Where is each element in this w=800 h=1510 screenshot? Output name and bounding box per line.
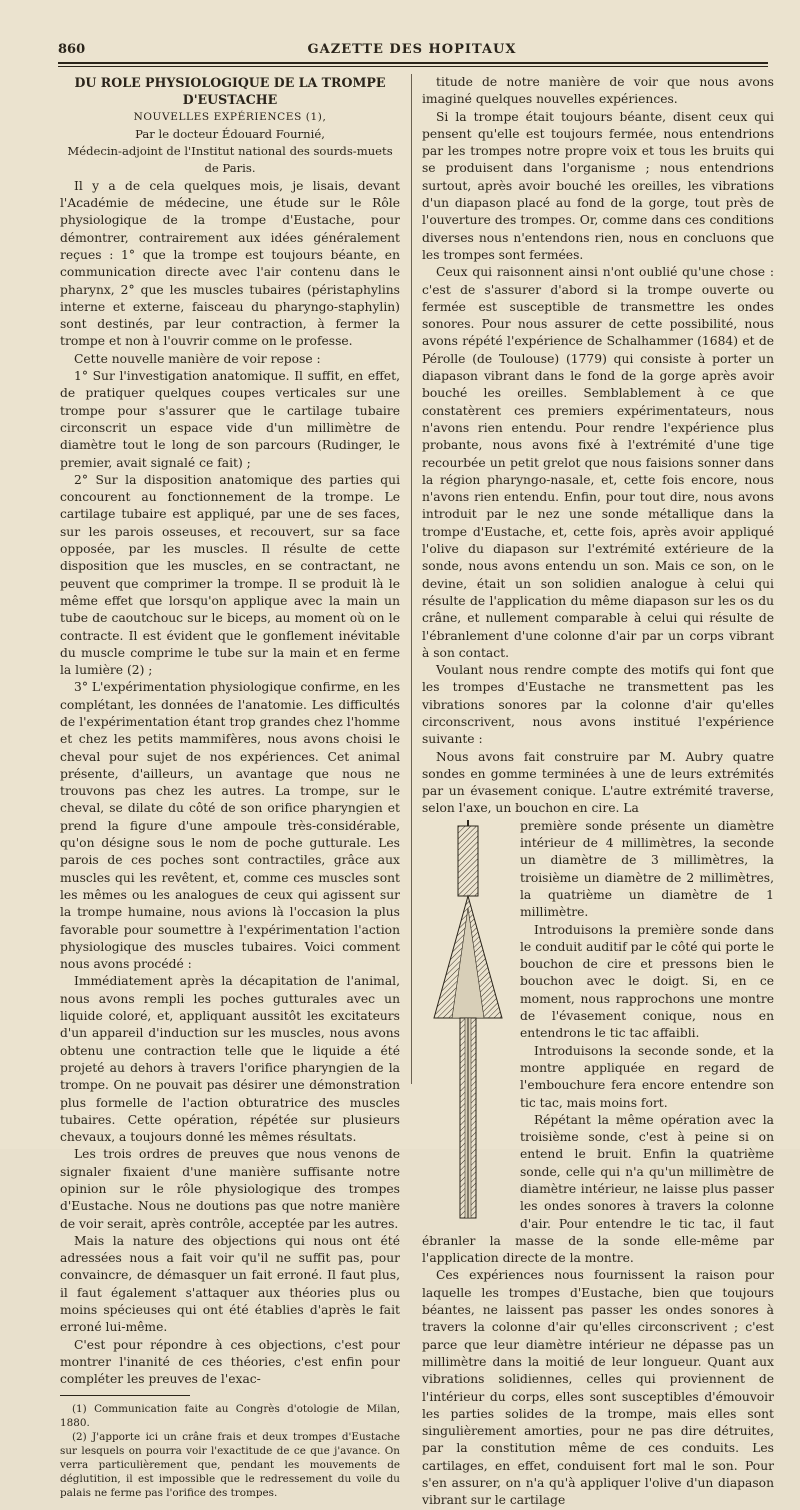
journal-title: GAZETTE DES HOPITAUX [307,42,517,57]
paragraph: Immédiatement après la décapitation de l'animal, nous avons rempli les poches gutturales avec un liquide coloré, et, appliquant aussitôt les excitateurs d'un appareil d'induction sur les muscles, nous avons obtenu une contraction telle que le liquide a été projeté au dehors à travers l'orifice pharyngien de la trompe. On ne pouvait pas désirer une démonstration plus formelle de l'action obturatrice des muscles tubaires. Cette opération, répétée sur plusieurs chevaux, a toujours donné les mêmes résultats. [60,974,400,1145]
page-header [58,40,766,64]
paragraph: Mais la nature des objections qui nous ont été adressées nous a fait voir qu'il ne suffit pas, pour convaincre, de démasquer un fait erroné. Il faut plus, il faut également s'attaquer aux théories plus ou moins spécieuses qui ont été établies d'après le fait erroné lui-même. [60,1233,400,1335]
paragraph: C'est pour répondre à ces objections, c'est pour montrer l'inanité de ces théories, c'est enfin pour compléter les preuves de l'exac- [60,1337,400,1387]
left-column [60,74,400,1500]
paragraph: Répétant la même opération avec la troisième sonde, c'est à peine si on entend le bruit. Enfin la quatrième sonde, celle qui n'a qu'un millimètre de diamètre intérieur, ne laisse plus passer les ondes sonores à travers la colonne d'air. Pour entendre le tic tac, il faut ébranler la masse de la sonde elle-même par l'application directe de la montre. [422,1112,774,1266]
paragraph: Nous avons fait construire par M. Aubry quatre sondes en gomme terminées à une de leurs extrémités par un évasement conique. L'autre extrémité traverse, selon l'axe, un bouchon en cire. La [422,749,774,816]
article-subtitle: NOUVELLES EXPÉRIENCES (1), [133,110,327,123]
paragraph: titude de notre manière de voir que nous avons imaginé quelques nouvelles expériences. [422,75,774,107]
paragraph: Voulant nous rendre compte des motifs qui font que les trompes d'Eustache ne transmettent pas les vibrations sonores par la colonne d'air qu'elles circonscrivent, nous avons institué l'expérience suivante : [422,663,774,747]
paragraph: 2° Sur la disposition anatomique des parties qui concourent au fonctionnement de la trompe. Le cartilage tubaire est appliqué, par une de ses faces, sur les parois osseuses, et recouvert, sur sa face opposée, par les muscles. Il résulte de cette disposition que les muscles, en se contractant, ne peuvent que comprimer la trompe. Il se produit là le même effet que lorsqu'on applique avec la main un tube de caoutchouc sur le biceps, au moment où on le contracte. Il est évident que le gonflement inévitable du muscle comprime le tube sur la main et en ferme la lumière (2) ; [60,472,400,678]
sonde-illustration [422,818,514,1228]
paragraph: 1° Sur l'investigation anatomique. Il suffit, en effet, de pratiquer quelques coupes verticales sur une trompe pour s'assurer que le cartilage tubaire circonscrit un espace vide d'un millimètre de diamètre tout le long de son parcours (Rudinger, le premier, avait signalé ce fait) ; [60,369,400,470]
paragraph: 3° L'expérimentation physiologique confirme, en les complétant, les données de l'anatomie. Les difficultés de l'expérimentation étant trop grandes chez l'homme et chez les petits mammifères, nous avons choisi le cheval pour sujet de nos expériences. Cet animal présente, d'ailleurs, un avantage que nous ne trouvons pas chez les autres. La trompe, sur le cheval, se dilate du côté de son orifice pharyngien et prend la figure d'une ampoule très-considérable, qu'on désigne sous le nom de poche gutturale. Les parois de ces poches sont contractiles, grâce aux muscles qui les revêtent, et, comme ces muscles sont les mêmes ou les analogues de ceux qui agissent sur la trompe humaine, nous avions là l'occasion la plus favorable pour soumettre à l'expérimentation l'action physiologique des muscles tubaires. Voici comment nous avons procédé : [60,680,401,972]
paragraph: Il y a de cela quelques mois, je lisais, devant l'Académie de médecine, une étude sur le Rôle physiologique de la trompe d'Eustache, pour démontrer, contrairement aux idées généralement reçues : 1° que la trompe est toujours béante, en communication directe avec l'air contenu dans le pharynx, 2° que les muscles tubaires (péristaphylins interne et externe, faisceau du pharyngo-staphylin) sont destinés, par leur contraction, à fermer la trompe et non à l'ouvrir comme on le professe. [60,178,400,349]
article-author: Par le docteur Édouard Fournié, [135,126,325,141]
footnotes [60,1402,400,1500]
footnote-rule [60,1395,190,1396]
footnote: (2) J'apporte ici un crâne frais et deux trompes d'Eustache sur lesquels on pourra voir l'exactitude de ce que j'avance. On verra particulièrement que, pendant les mouvements de déglutition, il est impossible que le redressement du voile du palais ne ferme pas l'orifice des trompes. [60,1430,400,1499]
paragraph: Si la trompe était toujours béante, disent ceux qui pensent qu'elle est toujours fermée, nous entendrions par les trompes notre propre voix et tous les bruits qui se produisent dans l'organisme ; nous entendrions surtout, après avoir bouché les oreilles, les vibrations d'un diapason placé au fond de la gorge, tout près de l'ouverture des trompes. Or, comme dans ces conditions diverses nous n'entendons rien, nous en concluons que les trompes sont fermées. [422,109,774,262]
footnote: (1) Communication faite au Congrès d'otologie de Milan, 1880. [60,1402,400,1429]
header-rule-thin [58,66,768,67]
author-affiliation: Médecin-adjoint de l'Institut national des sourds-muets de Paris. [67,144,393,176]
header-rule-thick [58,62,768,64]
paragraph: première sonde présente un diamètre intérieur de 4 millimètres, la seconde un diamètre de 3 millimètres, la troisième un diamètre de 2 millimètres, la quatrième un diamètre de 1 millimètre. [520,818,774,920]
article-title: DU ROLE PHYSIOLOGIQUE DE LA TROMPE D'EUSTACHE [74,75,386,108]
right-column [422,74,774,1510]
paragraph: Introduisons la première sonde dans le conduit auditif par le côté qui porte le bouchon de cire et pressons bien le bouchon avec le doigt. Si, en ce moment, nous rapprochons une montre de l'évasement conique, nous en entendrons le tic tac affaibli. [520,922,774,1041]
page-number: 860 [58,42,86,57]
paragraph: Ces expériences nous fournissent la raison pour laquelle les trompes d'Eustache, bien que toujours béantes, ne laissent pas passer les ondes sonores à travers la colonne d'air qu'elles circonscrivent ; c'est parce que leur diamètre intérieur ne dépasse pas un millimètre dans la moitié de leur longueur. Quant aux vibrations solidiennes, celles qui proviennent de l'intérieur du corps, elles sont susceptibles d'émouvoir les parties solides de la trompe, mais elles sont singulièrement amorties, pour ne pas dire détruites, par la constitution même de ces conduits. Les cartilages, en effet, conduisent fort mal le son. Pour s'en assurer, on n'a qu'à appliquer l'olive d'un diapason vibrant sur le cartilage [422,1268,774,1508]
column-divider [411,74,412,1084]
paragraph: Cette nouvelle manière de voir repose : [74,351,321,366]
paragraph: Ceux qui raisonnent ainsi n'ont oublié qu'une chose : c'est de s'assurer d'abord si la trompe ouverte ou fermée est susceptible de transmettre les ondes sonores. Pour nous assurer de cette possibilité, nous avons répété l'expérience de Schalhammer (1684) et de Pérolle (de Toulouse) (1779) qui consiste à porter un diapason vibrant dans le fond de la gorge après avoir bouché les oreilles. Semblablement à ce que constatèrent ces premiers expérimentateurs, nous n'avons rien entendu. Pour rendre l'expérience plus probante, nous avons fixé à l'extrémité d'une tige recourbée un petit grelot que nous faisions sonner dans la région pharyngo-nasale, et, cette fois encore, nous n'avons rien entendu. Enfin, pour tout dire, nous avons introduit par le nez une sonde métallique dans la trompe d'Eustache, et, cette fois, après avoir appliqué l'olive du diapason sur l'extrémité extérieure de la sonde, nous avons entendu un son. Mais ce son, on le devine, était un son solidien analogue à celui qui résulte de l'application du même diapason sur les os du crâne, et nullement comparable à celui qui résulte de l'ébranlement d'une colonne d'air par un corps vibrant à son contact. [422,265,774,660]
paragraph: Introduisons la seconde sonde, et la montre appliquée en regard de l'embouchure fera encore entendre son tic tac, mais moins fort. [520,1043,774,1110]
sonde-figure [422,818,514,1228]
paragraph: Les trois ordres de preuves que nous venons de signaler fixaient d'une manière suffisante notre opinion sur le rôle physiologique des trompes d'Eustache. Nous ne doutions pas que notre manière de voir serait, après contrôle, acceptée par les autres. [60,1147,400,1231]
